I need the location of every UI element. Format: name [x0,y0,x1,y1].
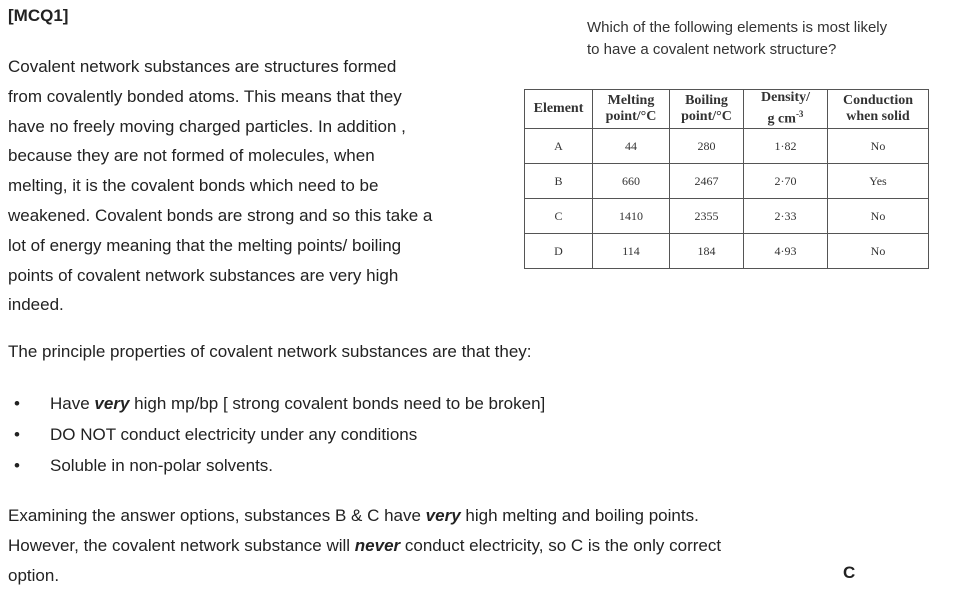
cell-melting: 114 [593,234,670,269]
table-row [525,199,929,234]
header-melting-point: Melting point/°C [593,90,670,129]
cell-melting: 44 [593,129,670,164]
cell-conduction: Yes [828,164,929,199]
header-density: Density/ g $cm^{-3}$ [744,90,828,129]
header-element: Element [525,90,593,129]
cell-element: D [525,234,593,269]
table-row [525,164,929,199]
properties-list [0,388,545,481]
cell-conduction: No [828,234,929,269]
intro-line: from covalently bonded atoms. This means that they [8,86,402,106]
principle-heading: The principle properties of covalent network substances are that they: [8,342,532,361]
header-conduction: Conduction when solid [828,90,929,129]
explanation-line: option. [8,565,60,585]
intro-line: indeed. [8,295,64,315]
answer-label: C [843,563,856,582]
header-boiling-point: Boiling point/°C [670,90,744,129]
bullet-icon: • [14,456,20,475]
cell-element: B [525,164,593,199]
elements-table [524,89,929,269]
bullet-icon: • [14,394,20,413]
cell-boiling: 184 [670,234,744,269]
cell-melting: 1410 [593,199,670,234]
table-row [525,234,929,269]
intro-line: melting, it is the covalent bonds which need to be [8,176,379,196]
intro-line: lot of energy meaning that the melting points/ boiling [8,235,402,255]
explanation-paragraph [8,501,721,590]
question-line: to have a covalent network structure? [587,41,837,58]
intro-line: points of covalent network substances are very high [8,265,399,285]
cell-melting: 660 [593,164,670,199]
cell-density: 4·93 [744,234,828,269]
intro-line: have no freely moving charged particles. In addition , [8,116,406,136]
cell-boiling: 2355 [670,199,744,234]
cell-density: 2·33 [744,199,828,234]
bullet-icon: • [14,425,20,444]
question-text [587,17,887,61]
list-item: • Soluble in non-polar solvents. [0,450,545,481]
explanation-line: Examining the answer options, substances B & C have very high melting and boiling points. [8,506,699,525]
intro-paragraph [8,52,508,320]
question-line: Which of the following elements is most likely [587,19,888,36]
cell-element: C [525,199,593,234]
explanation-line: However, the covalent network substance will never conduct electricity, so C is the only correct [8,535,722,555]
intro-line: weakened. Covalent bonds are strong and so this take a [8,205,433,225]
cell-conduction: No [828,199,929,234]
cell-boiling: 2467 [670,164,744,199]
cell-density: 1·82 [744,129,828,164]
table-header-row [525,90,929,129]
intro-line: Covalent network substances are structures formed [8,57,397,76]
table-row [525,129,929,164]
intro-line: because they are not formed of molecules, when [8,146,375,166]
list-item: • Have very high mp/bp [ strong covalent bonds need to be broken] [0,388,545,419]
cell-conduction: No [828,129,929,164]
cell-boiling: 280 [670,129,744,164]
list-item: • DO NOT conduct electricity under any conditions [0,419,545,450]
cell-density: 2·70 [744,164,828,199]
question-label: [MCQ1] [8,6,69,25]
cell-element: A [525,129,593,164]
